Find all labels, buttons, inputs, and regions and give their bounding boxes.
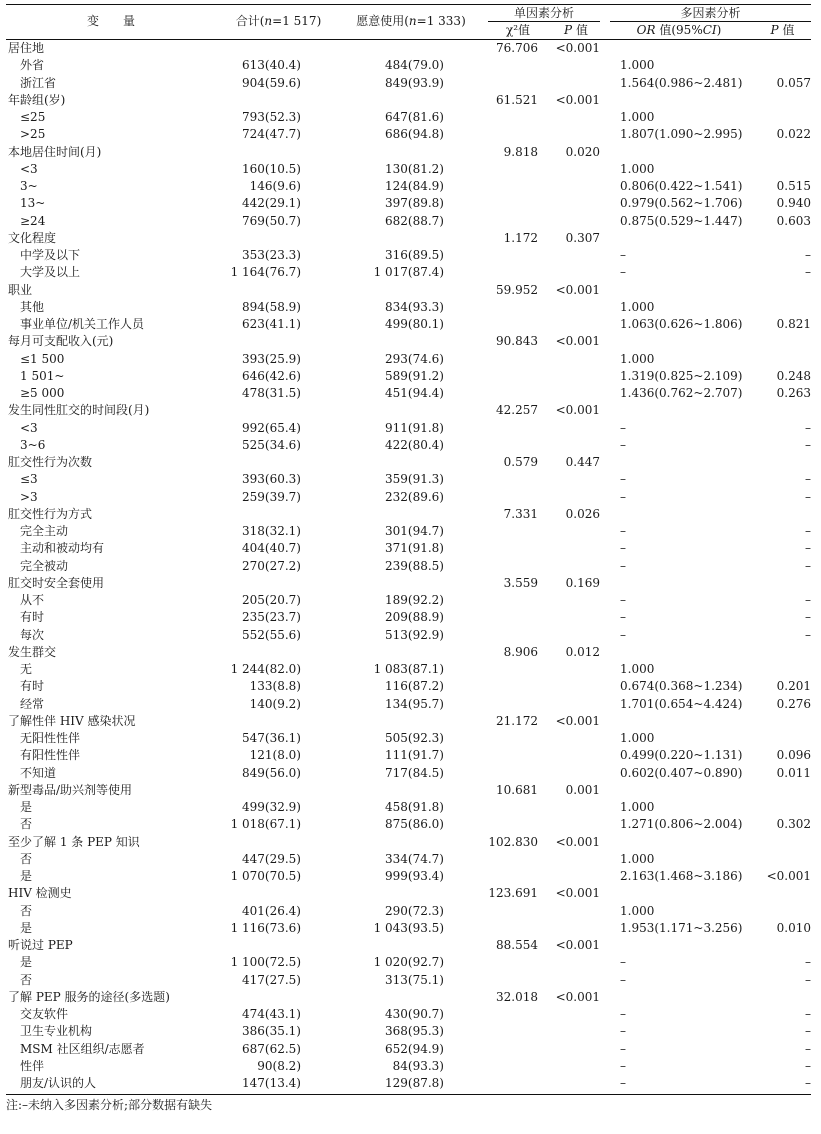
cell-chi: 59.952 — [496, 282, 538, 297]
cell-p: <0.001 — [555, 713, 600, 728]
cell-total: 478(31.5) — [242, 386, 301, 400]
row-label: 发生同性肛交的时间段(月) — [8, 403, 150, 418]
cell-p2: – — [805, 610, 811, 625]
cell-total: 353(23.3) — [242, 248, 301, 262]
cell-p2: 0.011 — [776, 765, 811, 780]
row-label: 完全主动 — [20, 524, 69, 538]
cell-willing: 458(91.8) — [385, 800, 444, 814]
cell-or: 1.000 — [620, 299, 655, 314]
row-label: 有阳性性伴 — [20, 748, 81, 763]
cell-or: 1.436(0.762~2.707) — [620, 386, 743, 400]
cell-total: 270(27.2) — [242, 558, 301, 573]
row-label: 完全被动 — [20, 558, 69, 573]
header-total-n: n — [264, 14, 273, 28]
cell-willing: 359(91.3) — [385, 472, 444, 487]
row-label: 新型毒品/助兴剂等使用 — [8, 782, 133, 797]
cell-chi: 1.172 — [503, 230, 538, 245]
cell-or: 1.271(0.806~2.004) — [620, 817, 743, 832]
cell-p2: – — [805, 627, 811, 642]
cell-willing: 1 017(87.4) — [373, 265, 444, 280]
cell-or: – — [620, 955, 626, 970]
cell-p2: – — [805, 265, 811, 280]
row-label: 3~6 — [20, 437, 46, 452]
cell-or: – — [620, 558, 626, 573]
cell-or: – — [620, 248, 626, 262]
row-label: >25 — [20, 127, 46, 142]
cell-total: 133(8.8) — [249, 679, 301, 694]
cell-or: 0.602(0.407~0.890) — [620, 765, 743, 780]
row-label: <3 — [20, 420, 38, 435]
header-p — [548, 23, 604, 38]
row-label: <3 — [20, 161, 38, 176]
cell-willing: 513(92.9) — [385, 627, 444, 642]
cell-chi: 0.579 — [503, 455, 538, 469]
row-label: 是 — [20, 955, 33, 970]
cell-p2: 0.022 — [776, 127, 811, 142]
cell-total: 1 018(67.1) — [230, 817, 301, 832]
cell-chi: 88.554 — [496, 938, 538, 952]
cell-or: 0.979(0.562~1.706) — [620, 196, 743, 211]
cell-willing: 301(94.7) — [385, 524, 444, 538]
row-label: 从不 — [20, 593, 45, 607]
cell-p: <0.001 — [555, 834, 600, 849]
cell-p2: – — [805, 593, 811, 607]
cell-p: <0.001 — [555, 938, 600, 952]
header-willing — [341, 14, 481, 29]
cell-willing: 451(94.4) — [385, 386, 444, 400]
cell-willing: 999(93.4) — [385, 869, 444, 883]
cell-total: 623(41.1) — [242, 317, 301, 331]
header-total — [216, 14, 341, 29]
row-label: 本地居住时间(月) — [8, 144, 102, 159]
cell-p2: – — [805, 541, 811, 556]
cell-chi: 102.830 — [488, 834, 538, 849]
row-label: 年龄组(岁) — [8, 92, 66, 107]
cell-willing: 334(74.7) — [385, 851, 444, 866]
cell-p2: 0.940 — [776, 196, 811, 211]
cell-p: <0.001 — [555, 282, 600, 297]
cell-p2: – — [805, 955, 811, 970]
cell-willing: 422(80.4) — [385, 437, 444, 452]
row-label: 无 — [20, 662, 33, 676]
cell-chi: 76.706 — [496, 41, 538, 55]
cell-p2: 0.263 — [776, 386, 811, 400]
row-label: 有时 — [20, 610, 45, 625]
cell-p2: – — [805, 1041, 811, 1056]
cell-willing: 430(90.7) — [385, 1007, 444, 1021]
cell-total: 121(8.0) — [249, 748, 301, 763]
cell-willing: 647(81.6) — [385, 110, 444, 124]
cell-willing: 682(88.7) — [385, 213, 444, 228]
row-label: 否 — [20, 903, 33, 918]
table-note: 注:–未纳入多因素分析;部分数据有缺失 — [6, 1098, 213, 1113]
cell-willing: 129(87.8) — [385, 1076, 444, 1090]
cell-p2: 0.821 — [776, 317, 811, 331]
header-p-italic: P — [564, 23, 573, 37]
row-label: 是 — [20, 920, 33, 935]
row-label: ≥24 — [20, 213, 46, 228]
table-top-rule — [6, 4, 811, 5]
cell-or: – — [620, 489, 626, 504]
cell-chi: 123.691 — [488, 886, 538, 901]
cell-p2: – — [805, 472, 811, 487]
cell-total: 894(58.9) — [242, 299, 301, 314]
cell-total: 318(32.1) — [242, 524, 301, 538]
row-label: ≤25 — [20, 110, 46, 124]
cell-or: 1.000 — [620, 662, 655, 676]
cell-or: – — [620, 593, 626, 607]
cell-p2: – — [805, 420, 811, 435]
cell-total: 447(29.5) — [242, 851, 301, 866]
cell-or: – — [620, 1007, 626, 1021]
cell-total: 499(32.9) — [242, 800, 301, 814]
cell-or: 0.674(0.368~1.234) — [620, 679, 743, 694]
cell-chi: 21.172 — [496, 713, 538, 728]
cell-or: 1.953(1.171~3.256) — [620, 920, 743, 935]
row-label: 不知道 — [20, 765, 57, 780]
cell-total: 1 100(72.5) — [230, 955, 301, 970]
header-total-pre: 合计( — [235, 14, 265, 28]
cell-p: 0.020 — [565, 144, 600, 159]
cell-p2: – — [805, 248, 811, 262]
cell-p2: 0.010 — [776, 920, 811, 935]
cell-p: 0.026 — [565, 506, 600, 521]
cell-or: 1.000 — [620, 351, 655, 366]
header-willing-pre: 愿意使用( — [356, 14, 409, 28]
row-label: ≤3 — [20, 472, 38, 487]
cell-total: 1 116(73.6) — [230, 920, 301, 935]
cell-p2: – — [805, 437, 811, 452]
cell-or: 1.000 — [620, 903, 655, 918]
row-label: 肛交时安全套使用 — [8, 575, 105, 590]
cell-or: 0.875(0.529~1.447) — [620, 213, 743, 228]
cell-willing: 84(93.3) — [392, 1058, 444, 1073]
cell-or: 1.564(0.986~2.481) — [620, 75, 743, 90]
cell-willing: 371(91.8) — [385, 541, 444, 556]
cell-willing: 505(92.3) — [385, 731, 444, 745]
cell-total: 147(13.4) — [242, 1076, 301, 1090]
cell-total: 474(43.1) — [242, 1007, 301, 1021]
cell-p: <0.001 — [555, 92, 600, 107]
cell-total: 547(36.1) — [242, 731, 301, 745]
header-willing-post: =1 333) — [416, 14, 466, 28]
cell-total: 1 164(76.7) — [230, 265, 301, 280]
header-or-mid: 值(95% — [655, 23, 703, 37]
cell-willing: 111(91.7) — [385, 748, 444, 763]
cell-p: 0.001 — [565, 782, 600, 797]
cell-willing: 834(93.3) — [385, 299, 444, 314]
cell-willing: 239(88.5) — [385, 558, 444, 573]
cell-total: 849(56.0) — [242, 765, 301, 780]
cell-or: – — [620, 472, 626, 487]
header-willing-n: n — [408, 14, 417, 28]
header-ci-end: ) — [716, 23, 722, 37]
row-label: 文化程度 — [8, 230, 57, 245]
header-bottom-rule — [6, 39, 811, 40]
row-label: 发生群交 — [8, 644, 57, 659]
cell-p2: – — [805, 1024, 811, 1039]
cell-or: 2.163(1.468~3.186) — [620, 869, 743, 883]
row-label: 其他 — [20, 299, 45, 314]
row-label: 肛交性行为方式 — [8, 506, 93, 521]
row-label: 听说过 PEP — [8, 938, 73, 952]
cell-or: 1.000 — [620, 58, 655, 73]
row-label: 职业 — [8, 282, 33, 297]
header-multivariate — [610, 6, 811, 21]
cell-or: 1.063(0.626~1.806) — [620, 317, 743, 331]
row-label: 事业单位/机关工作人员 — [20, 317, 145, 331]
cell-total: 793(52.3) — [242, 110, 301, 124]
cell-total: 769(50.7) — [242, 213, 301, 228]
row-label: 经常 — [20, 696, 45, 711]
cell-or: – — [620, 1024, 626, 1039]
row-label: 卫生专业机构 — [20, 1024, 93, 1039]
cell-willing: 499(80.1) — [385, 317, 444, 331]
cell-willing: 652(94.9) — [385, 1041, 444, 1056]
cell-willing: 368(95.3) — [385, 1024, 444, 1039]
cell-total: 404(40.7) — [242, 541, 301, 556]
cell-total: 401(26.4) — [242, 903, 301, 918]
cell-or: 0.806(0.422~1.541) — [620, 179, 743, 193]
cell-or: 1.701(0.654~4.424) — [620, 696, 743, 711]
cell-chi: 3.559 — [503, 575, 538, 590]
row-label: 中学及以下 — [20, 248, 81, 262]
header-p2-suffix: 值 — [778, 23, 795, 37]
cell-willing: 290(72.3) — [385, 903, 444, 918]
cell-chi: 7.331 — [503, 506, 538, 521]
cell-willing: 397(89.8) — [385, 196, 444, 211]
cell-total: 386(35.1) — [242, 1024, 301, 1039]
cell-p2: <0.001 — [766, 869, 811, 883]
cell-or: – — [620, 265, 626, 280]
cell-p: 0.012 — [565, 644, 600, 659]
row-label: 是 — [20, 800, 33, 814]
row-label: 否 — [20, 817, 33, 832]
cell-p2: 0.201 — [776, 679, 811, 694]
cell-total: 646(42.6) — [242, 368, 301, 383]
header-ci-italic: CI — [702, 23, 717, 37]
row-label: 主动和被动均有 — [20, 541, 105, 556]
row-label: 朋友/认识的人 — [20, 1076, 97, 1090]
row-label: 否 — [20, 972, 33, 987]
cell-p: <0.001 — [555, 41, 600, 55]
cell-p2: – — [805, 1058, 811, 1073]
multivariate-span-rule — [610, 21, 811, 22]
cell-or: 0.499(0.220~1.131) — [620, 748, 743, 763]
cell-or: 1.000 — [620, 851, 655, 866]
cell-p: 0.169 — [565, 575, 600, 590]
cell-p: <0.001 — [555, 334, 600, 349]
table-bottom-rule — [6, 1094, 811, 1095]
cell-or: – — [620, 610, 626, 625]
cell-total: 525(34.6) — [242, 437, 301, 452]
cell-p2: 0.096 — [776, 748, 811, 763]
cell-or: – — [620, 1058, 626, 1073]
header-variable-text: 变 量 — [86, 14, 135, 28]
row-label: 每月可支配收入(元) — [8, 334, 114, 349]
cell-total: 1 070(70.5) — [230, 869, 301, 883]
cell-total: 687(62.5) — [242, 1041, 301, 1056]
cell-p2: – — [805, 524, 811, 538]
cell-p: 0.307 — [565, 230, 600, 245]
cell-willing: 134(95.7) — [385, 696, 444, 711]
cell-total: 205(20.7) — [242, 593, 301, 607]
cell-total: 160(10.5) — [242, 161, 301, 176]
header-chi-text: χ²值 — [505, 23, 531, 37]
header-univariate-text: 单因素分析 — [513, 6, 574, 20]
cell-total: 1 244(82.0) — [230, 662, 301, 676]
cell-willing: 189(92.2) — [385, 593, 444, 607]
cell-p2: 0.603 — [776, 213, 811, 228]
cell-chi: 9.818 — [503, 144, 538, 159]
cell-total: 613(40.4) — [242, 58, 301, 73]
cell-total: 552(55.6) — [242, 627, 301, 642]
cell-or: 1.000 — [620, 731, 655, 745]
row-label: 了解 PEP 服务的途径(多选题) — [8, 989, 170, 1004]
header-or-italic: OR — [636, 23, 656, 37]
cell-p2: – — [805, 558, 811, 573]
row-label: 否 — [20, 851, 33, 866]
cell-total: 992(65.4) — [242, 420, 301, 435]
row-label: 居住地 — [8, 41, 45, 55]
cell-willing: 849(93.9) — [385, 75, 444, 90]
cell-or: – — [620, 524, 626, 538]
cell-willing: 875(86.0) — [385, 817, 444, 832]
cell-chi: 8.906 — [503, 644, 538, 659]
cell-total: 442(29.1) — [242, 196, 301, 211]
header-p2 — [754, 23, 811, 38]
row-label: >3 — [20, 489, 38, 504]
cell-willing: 124(84.9) — [385, 179, 444, 193]
cell-willing: 484(79.0) — [385, 58, 444, 73]
row-label: 外省 — [20, 58, 45, 73]
cell-or: – — [620, 420, 626, 435]
cell-willing: 911(91.8) — [385, 420, 444, 435]
cell-p2: – — [805, 1007, 811, 1021]
row-label: ≤1 500 — [20, 351, 65, 366]
cell-willing: 589(91.2) — [385, 368, 444, 383]
cell-total: 235(23.7) — [242, 610, 301, 625]
header-p-suffix: 值 — [572, 23, 588, 37]
row-label: MSM 社区组织/志愿者 — [20, 1041, 145, 1056]
cell-p2: 0.302 — [776, 817, 811, 832]
cell-p: 0.447 — [565, 455, 600, 469]
cell-or: 1.000 — [620, 161, 655, 176]
row-label: 浙江省 — [20, 75, 57, 90]
cell-or: 1.000 — [620, 110, 655, 124]
cell-willing: 293(74.6) — [385, 351, 444, 366]
row-label: 性伴 — [20, 1058, 45, 1073]
row-label: 交友软件 — [20, 1007, 69, 1021]
cell-p2: 0.248 — [776, 368, 811, 383]
cell-or: – — [620, 627, 626, 642]
cell-p: <0.001 — [555, 886, 600, 901]
header-univariate — [488, 6, 600, 21]
cell-chi: 42.257 — [496, 403, 538, 418]
cell-total: 259(39.7) — [242, 489, 301, 504]
cell-p2: – — [805, 1076, 811, 1090]
cell-or: – — [620, 1076, 626, 1090]
cell-chi: 90.843 — [496, 334, 538, 349]
header-chi — [488, 23, 548, 38]
row-label: 13~ — [20, 196, 46, 211]
row-label: 每次 — [20, 627, 45, 642]
cell-willing: 130(81.2) — [385, 161, 444, 176]
cell-willing: 1 083(87.1) — [373, 662, 444, 676]
cell-chi: 32.018 — [496, 989, 538, 1004]
header-p2-italic: P — [770, 23, 779, 37]
cell-total: 140(9.2) — [249, 696, 301, 711]
cell-chi: 61.521 — [496, 92, 538, 107]
cell-or: – — [620, 972, 626, 987]
cell-total: 904(59.6) — [242, 75, 301, 90]
cell-willing: 316(89.5) — [385, 248, 444, 262]
cell-or: 1.319(0.825~2.109) — [620, 368, 743, 383]
cell-willing: 1 020(92.7) — [373, 955, 444, 970]
cell-chi: 10.681 — [496, 782, 538, 797]
header-variable — [6, 14, 216, 29]
row-label: 无阳性性伴 — [20, 731, 81, 745]
cell-willing: 717(84.5) — [385, 765, 444, 780]
cell-or: – — [620, 437, 626, 452]
row-label: 是 — [20, 869, 33, 883]
row-label: 肛交性行为次数 — [8, 455, 93, 469]
row-label: HIV 检测史 — [8, 886, 72, 901]
cell-or: – — [620, 541, 626, 556]
cell-total: 393(25.9) — [242, 351, 301, 366]
cell-or: 1.000 — [620, 800, 655, 814]
cell-p: <0.001 — [555, 403, 600, 418]
univariate-span-rule — [488, 21, 600, 22]
cell-or: – — [620, 1041, 626, 1056]
row-label: 3~ — [20, 179, 38, 193]
cell-total: 146(9.6) — [249, 179, 301, 193]
row-label: 了解性伴 HIV 感染状况 — [8, 713, 136, 728]
cell-willing: 313(75.1) — [385, 972, 444, 987]
cell-p2: 0.515 — [776, 179, 811, 193]
cell-total: 417(27.5) — [242, 972, 301, 987]
cell-total: 90(8.2) — [257, 1058, 301, 1073]
cell-or: 1.807(1.090~2.995) — [620, 127, 743, 142]
cell-p2: 0.276 — [776, 696, 811, 711]
cell-p: <0.001 — [555, 989, 600, 1004]
header-multivariate-text: 多因素分析 — [680, 6, 741, 20]
cell-p2: – — [805, 489, 811, 504]
cell-p2: 0.057 — [776, 75, 811, 90]
cell-willing: 209(88.9) — [385, 610, 444, 625]
cell-willing: 1 043(93.5) — [373, 920, 444, 935]
header-total-post: =1 517) — [272, 14, 322, 28]
row-label: 有时 — [20, 679, 45, 694]
cell-total: 724(47.7) — [242, 127, 301, 142]
row-label: 大学及以上 — [20, 265, 81, 280]
cell-willing: 232(89.6) — [385, 489, 444, 504]
row-label: 至少了解 1 条 PEP 知识 — [8, 834, 140, 849]
cell-willing: 116(87.2) — [385, 679, 444, 694]
header-or — [610, 23, 748, 38]
row-label: 1 501~ — [20, 368, 65, 383]
cell-total: 393(60.3) — [242, 472, 301, 487]
cell-willing: 686(94.8) — [385, 127, 444, 142]
cell-p2: – — [805, 972, 811, 987]
row-label: ≥5 000 — [20, 386, 65, 400]
